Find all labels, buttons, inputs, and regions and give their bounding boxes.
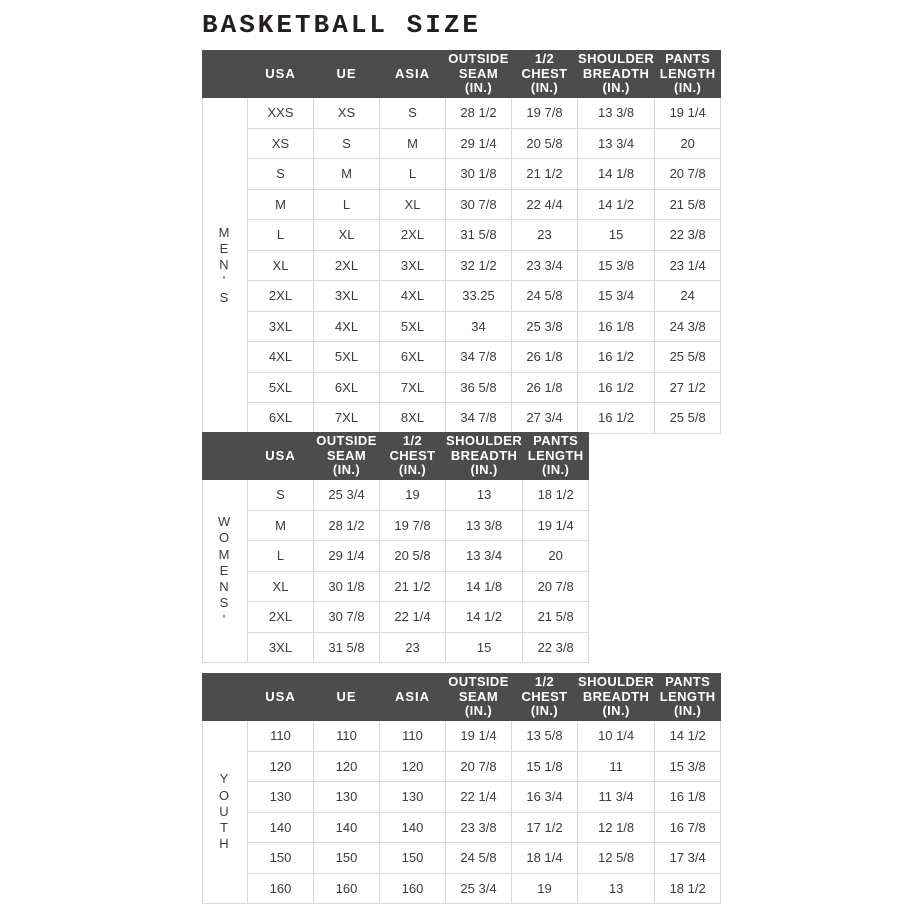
- cell: 7XL: [314, 403, 380, 434]
- cell: S: [248, 159, 314, 190]
- cell: M: [314, 159, 380, 190]
- cell: M: [248, 510, 314, 541]
- cell: 120: [248, 751, 314, 782]
- cell: 31 5/8: [314, 632, 380, 663]
- header-pants-length-main: PANTS LENGTH: [659, 673, 716, 704]
- cell: 3XL: [380, 250, 446, 281]
- row-group-label-womens-text: WOMENS': [218, 514, 233, 627]
- cell: 15: [578, 220, 655, 251]
- cell: 36 5/8: [446, 372, 512, 403]
- table-row: [203, 372, 721, 403]
- cell: XL: [248, 250, 314, 281]
- cell: 27 3/4: [512, 403, 578, 434]
- table-row: [203, 571, 589, 602]
- cell: 150: [248, 843, 314, 874]
- cell: 22 1/4: [446, 782, 512, 813]
- cell: 21 5/8: [523, 602, 589, 633]
- cell: 22 3/8: [655, 220, 721, 251]
- table-header-row: [203, 674, 721, 721]
- cell: 110: [380, 721, 446, 752]
- header-outside-seam-main: OUTSIDE SEAM: [316, 432, 377, 463]
- cell: 34 7/8: [446, 403, 512, 434]
- cell: 14 1/2: [655, 721, 721, 752]
- table-header-row: [203, 51, 721, 98]
- header-pants-length: [655, 51, 721, 98]
- cell: 19 7/8: [512, 98, 578, 129]
- cell: 18 1/2: [523, 480, 589, 511]
- cell: 23: [380, 632, 446, 663]
- table-row: [203, 281, 721, 312]
- cell: 13 3/8: [578, 98, 655, 129]
- table-row: [203, 541, 589, 572]
- youth-size-table: [202, 673, 721, 904]
- cell: 4XL: [248, 342, 314, 373]
- cell: 120: [314, 751, 380, 782]
- cell: 15 3/4: [578, 281, 655, 312]
- cell: L: [314, 189, 380, 220]
- header-usa: USA: [248, 51, 314, 98]
- table-row: [203, 812, 721, 843]
- cell: 130: [380, 782, 446, 813]
- cell: 2XL: [248, 602, 314, 633]
- cell: 11: [578, 751, 655, 782]
- cell: XXS: [248, 98, 314, 129]
- cell: 31 5/8: [446, 220, 512, 251]
- header-pants-length: [523, 433, 589, 480]
- cell: 14 1/2: [578, 189, 655, 220]
- header-ue: UE: [314, 51, 380, 98]
- header-outside-seam: [446, 674, 512, 721]
- cell: 27 1/2: [655, 372, 721, 403]
- cell: 21 5/8: [655, 189, 721, 220]
- cell: 140: [248, 812, 314, 843]
- table-row: [203, 311, 721, 342]
- cell: 20 7/8: [655, 159, 721, 190]
- cell: 18 1/4: [512, 843, 578, 874]
- cell: S: [314, 128, 380, 159]
- header-half-chest-unit: (IN.): [530, 80, 559, 96]
- cell: 25 3/4: [314, 480, 380, 511]
- table-row: [203, 480, 589, 511]
- cell: S: [380, 98, 446, 129]
- womens-size-table: [202, 432, 589, 663]
- cell: 4XL: [380, 281, 446, 312]
- cell: 34: [446, 311, 512, 342]
- cell: 16 1/8: [578, 311, 655, 342]
- cell: 130: [314, 782, 380, 813]
- cell: 20 5/8: [512, 128, 578, 159]
- cell: 23 3/8: [446, 812, 512, 843]
- table-row: [203, 721, 721, 752]
- cell: 12 5/8: [578, 843, 655, 874]
- cell: 5XL: [314, 342, 380, 373]
- header-half-chest: [380, 433, 446, 480]
- cell: 2XL: [248, 281, 314, 312]
- header-outside-seam-main: OUTSIDE SEAM: [448, 673, 509, 704]
- header-pants-length-main: PANTS LENGTH: [659, 50, 716, 81]
- cell: 25 5/8: [655, 342, 721, 373]
- cell: 8XL: [380, 403, 446, 434]
- cell: 21 1/2: [512, 159, 578, 190]
- cell: 34 7/8: [446, 342, 512, 373]
- cell: 6XL: [380, 342, 446, 373]
- cell: 10 1/4: [578, 721, 655, 752]
- cell: 25 3/4: [446, 873, 512, 904]
- cell: 15 3/8: [578, 250, 655, 281]
- table-row: [203, 510, 589, 541]
- cell: 3XL: [248, 311, 314, 342]
- cell: 24 5/8: [512, 281, 578, 312]
- cell: 2XL: [314, 250, 380, 281]
- cell: 30 1/8: [446, 159, 512, 190]
- corner-cell: [203, 674, 248, 721]
- cell: 20 7/8: [523, 571, 589, 602]
- cell: 14 1/2: [446, 602, 523, 633]
- cell: 19: [380, 480, 446, 511]
- header-half-chest: [512, 674, 578, 721]
- cell: 130: [248, 782, 314, 813]
- header-shoulder-breadth-unit: (IN.): [470, 462, 498, 478]
- cell: L: [248, 541, 314, 572]
- header-usa: USA: [248, 433, 314, 480]
- cell: 25 5/8: [655, 403, 721, 434]
- cell: 13 3/4: [578, 128, 655, 159]
- cell: M: [248, 189, 314, 220]
- cell: S: [248, 480, 314, 511]
- row-group-label-womens: [203, 480, 248, 663]
- header-shoulder-breadth-unit: (IN.): [602, 80, 630, 96]
- cell: 13 5/8: [512, 721, 578, 752]
- cell: XL: [380, 189, 446, 220]
- cell: 5XL: [380, 311, 446, 342]
- cell: 16 1/2: [578, 372, 655, 403]
- table-row: [203, 220, 721, 251]
- cell: 20: [655, 128, 721, 159]
- header-shoulder-breadth-unit: (IN.): [602, 703, 630, 719]
- header-shoulder-breadth-main: SHOULDER BREADTH: [578, 50, 655, 81]
- cell: XS: [314, 98, 380, 129]
- header-shoulder-breadth-main: SHOULDER BREADTH: [446, 432, 523, 463]
- cell: 150: [314, 843, 380, 874]
- cell: 110: [314, 721, 380, 752]
- header-half-chest: [512, 51, 578, 98]
- corner-cell: [203, 51, 248, 98]
- cell: 16 7/8: [655, 812, 721, 843]
- cell: L: [248, 220, 314, 251]
- cell: 17 3/4: [655, 843, 721, 874]
- cell: 19 1/4: [523, 510, 589, 541]
- header-shoulder-breadth: [578, 674, 655, 721]
- header-outside-seam-unit: (IN.): [332, 462, 361, 478]
- cell: 3XL: [248, 632, 314, 663]
- cell: 6XL: [248, 403, 314, 434]
- cell: 16 1/2: [578, 342, 655, 373]
- cell: 22 4/4: [512, 189, 578, 220]
- table-row: [203, 602, 589, 633]
- table-row: [203, 128, 721, 159]
- cell: 5XL: [248, 372, 314, 403]
- header-pants-length-unit: (IN.): [542, 462, 570, 478]
- header-shoulder-breadth: [578, 51, 655, 98]
- cell: 140: [314, 812, 380, 843]
- cell: 13: [578, 873, 655, 904]
- table-row: [203, 189, 721, 220]
- table-row: [203, 98, 721, 129]
- cell: 32 1/2: [446, 250, 512, 281]
- cell: 160: [248, 873, 314, 904]
- cell: 16 3/4: [512, 782, 578, 813]
- table-row: [203, 751, 721, 782]
- table-row: [203, 873, 721, 904]
- cell: 23: [512, 220, 578, 251]
- cell: 23 3/4: [512, 250, 578, 281]
- mens-size-table: [202, 50, 721, 434]
- cell: 19 7/8: [380, 510, 446, 541]
- cell: 13: [446, 480, 523, 511]
- row-group-label-youth: [203, 721, 248, 904]
- row-group-label-youth-text: YOUTH: [218, 771, 232, 852]
- cell: M: [380, 128, 446, 159]
- header-half-chest-unit: (IN.): [398, 462, 427, 478]
- cell: 22 3/8: [523, 632, 589, 663]
- cell: 30 1/8: [314, 571, 380, 602]
- header-ue: UE: [314, 674, 380, 721]
- header-shoulder-breadth: [446, 433, 523, 480]
- cell: 17 1/2: [512, 812, 578, 843]
- header-asia: ASIA: [380, 51, 446, 98]
- cell: 19: [512, 873, 578, 904]
- corner-cell: [203, 433, 248, 480]
- cell: 12 1/8: [578, 812, 655, 843]
- cell: 3XL: [314, 281, 380, 312]
- cell: 23 1/4: [655, 250, 721, 281]
- cell: 21 1/2: [380, 571, 446, 602]
- cell: 24: [655, 281, 721, 312]
- row-group-label-mens: [203, 98, 248, 434]
- header-half-chest-main: 1/2 CHEST: [389, 432, 436, 463]
- cell: 26 1/8: [512, 342, 578, 373]
- header-outside-seam-unit: (IN.): [464, 703, 493, 719]
- header-asia: ASIA: [380, 674, 446, 721]
- cell: 33.25: [446, 281, 512, 312]
- cell: 120: [380, 751, 446, 782]
- cell: 28 1/2: [446, 98, 512, 129]
- cell: 14 1/8: [578, 159, 655, 190]
- cell: L: [380, 159, 446, 190]
- cell: XL: [314, 220, 380, 251]
- table-row: [203, 403, 721, 434]
- cell: 160: [380, 873, 446, 904]
- cell: 24 3/8: [655, 311, 721, 342]
- cell: 15 3/8: [655, 751, 721, 782]
- table-row: [203, 843, 721, 874]
- cell: 22 1/4: [380, 602, 446, 633]
- header-half-chest-main: 1/2 CHEST: [521, 673, 568, 704]
- table-row: [203, 250, 721, 281]
- header-pants-length-unit: (IN.): [674, 703, 702, 719]
- table-row: [203, 632, 589, 663]
- cell: 140: [380, 812, 446, 843]
- cell: 28 1/2: [314, 510, 380, 541]
- cell: 4XL: [314, 311, 380, 342]
- header-pants-length: [655, 674, 721, 721]
- cell: 15 1/8: [512, 751, 578, 782]
- table-row: [203, 342, 721, 373]
- header-half-chest-main: 1/2 CHEST: [521, 50, 568, 81]
- cell: 29 1/4: [446, 128, 512, 159]
- header-half-chest-unit: (IN.): [530, 703, 559, 719]
- cell: 150: [380, 843, 446, 874]
- header-shoulder-breadth-main: SHOULDER BREADTH: [578, 673, 655, 704]
- cell: 24 5/8: [446, 843, 512, 874]
- cell: 30 7/8: [314, 602, 380, 633]
- cell: 18 1/2: [655, 873, 721, 904]
- cell: 30 7/8: [446, 189, 512, 220]
- cell: 160: [314, 873, 380, 904]
- table-row: [203, 782, 721, 813]
- cell: 16 1/2: [578, 403, 655, 434]
- row-group-label-mens-text: MEN'S: [218, 224, 232, 305]
- cell: 25 3/8: [512, 311, 578, 342]
- header-outside-seam-unit: (IN.): [464, 80, 493, 96]
- cell: 15: [446, 632, 523, 663]
- cell: 29 1/4: [314, 541, 380, 572]
- header-pants-length-main: PANTS LENGTH: [527, 432, 584, 463]
- cell: 2XL: [380, 220, 446, 251]
- cell: 26 1/8: [512, 372, 578, 403]
- cell: 19 1/4: [655, 98, 721, 129]
- cell: 110: [248, 721, 314, 752]
- header-outside-seam: [446, 51, 512, 98]
- cell: 13 3/4: [446, 541, 523, 572]
- page-title: BASKETBALL SIZE: [202, 10, 482, 40]
- cell: 7XL: [380, 372, 446, 403]
- cell: 20 5/8: [380, 541, 446, 572]
- cell: 13 3/8: [446, 510, 523, 541]
- header-outside-seam: [314, 433, 380, 480]
- cell: 20: [523, 541, 589, 572]
- cell: XS: [248, 128, 314, 159]
- cell: XL: [248, 571, 314, 602]
- cell: 11 3/4: [578, 782, 655, 813]
- header-pants-length-unit: (IN.): [674, 80, 702, 96]
- cell: 20 7/8: [446, 751, 512, 782]
- header-outside-seam-main: OUTSIDE SEAM: [448, 50, 509, 81]
- cell: 14 1/8: [446, 571, 523, 602]
- table-header-row: [203, 433, 589, 480]
- cell: 6XL: [314, 372, 380, 403]
- table-row: [203, 159, 721, 190]
- cell: 16 1/8: [655, 782, 721, 813]
- cell: 19 1/4: [446, 721, 512, 752]
- header-usa: USA: [248, 674, 314, 721]
